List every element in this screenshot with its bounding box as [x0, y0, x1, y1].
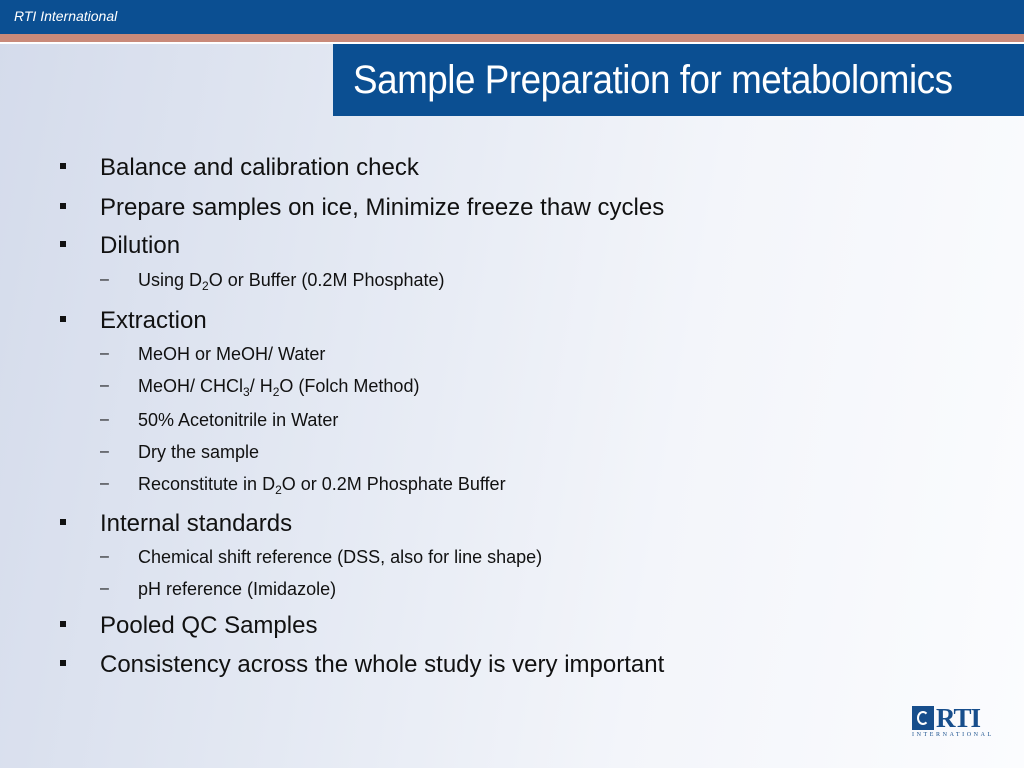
square-bullet-icon — [60, 621, 66, 627]
sub-bullet-text: Reconstitute in $D_2O$ or 0.2M Phosphate Buffer — [138, 474, 506, 497]
logo-subtext: INTERNATIONAL — [912, 732, 994, 738]
org-label: RTI International — [14, 8, 118, 24]
dash-bullet-icon: – — [100, 548, 109, 565]
square-bullet-icon — [60, 316, 66, 322]
logo-wordmark: RTI — [936, 703, 981, 733]
bullet-item — [100, 651, 664, 679]
slide-title: Sample Preparation for metabolomics — [353, 58, 953, 102]
bullet-text: Dilution — [100, 232, 181, 259]
sub-bullet-text: MeOH/ CHCl$_3$/ $H_2O$ (Folch Method) — [138, 376, 420, 399]
bullet-item — [100, 510, 292, 538]
dash-bullet-icon: – — [100, 580, 109, 597]
bullet-text: Extraction — [100, 307, 207, 334]
bullet-item — [100, 612, 317, 640]
dash-bullet-icon: – — [100, 345, 109, 362]
sub-bullet-item — [100, 579, 337, 600]
sub-bullet-text: pH reference (Imidazole) — [138, 579, 337, 599]
sub-bullet-text: MeOH or MeOH/ Water — [138, 344, 326, 364]
sub-bullet-item — [100, 547, 543, 568]
header-bar — [0, 0, 1024, 34]
title-banner — [333, 44, 1024, 116]
dash-bullet-icon: – — [100, 377, 109, 394]
accent-stripe — [0, 34, 1024, 42]
dash-bullet-icon: – — [100, 411, 109, 428]
bullet-item — [100, 194, 664, 222]
sub-bullet-item — [100, 410, 339, 431]
square-bullet-icon — [60, 660, 66, 666]
bullet-item — [100, 154, 419, 182]
sub-bullet-text: Chemical shift reference (DSS, also for line shape) — [138, 547, 543, 567]
dash-bullet-icon: – — [100, 475, 109, 492]
bullet-item — [100, 307, 207, 335]
sub-bullet-text: Dry the sample — [138, 442, 260, 462]
dash-bullet-icon: – — [100, 271, 109, 288]
sub-bullet-item — [100, 270, 445, 293]
bullet-text: Pooled QC Samples — [100, 612, 318, 639]
rti-mark-icon — [912, 706, 934, 730]
bullet-text: Internal standards — [100, 510, 293, 537]
sub-bullet-item — [100, 344, 326, 365]
sub-bullet-text: 50% Acetonitrile in Water — [138, 410, 339, 430]
bullet-text: Consistency across the whole study is very important — [100, 651, 665, 678]
square-bullet-icon — [60, 203, 66, 209]
rti-logo — [912, 703, 994, 740]
square-bullet-icon — [60, 519, 66, 525]
bullet-text: Balance and calibration check — [100, 154, 419, 181]
square-bullet-icon — [60, 163, 66, 169]
square-bullet-icon — [60, 241, 66, 247]
sub-bullet-item — [100, 376, 420, 399]
sub-bullet-text: Using $D_2O$ or Buffer (0.2M Phosphate) — [138, 270, 445, 293]
dash-bullet-icon: – — [100, 443, 109, 460]
bullet-item — [100, 232, 180, 260]
bullet-text: Prepare samples on ice, Minimize freeze thaw cycles — [100, 194, 665, 221]
sub-bullet-item — [100, 442, 260, 463]
sub-bullet-item — [100, 474, 506, 497]
